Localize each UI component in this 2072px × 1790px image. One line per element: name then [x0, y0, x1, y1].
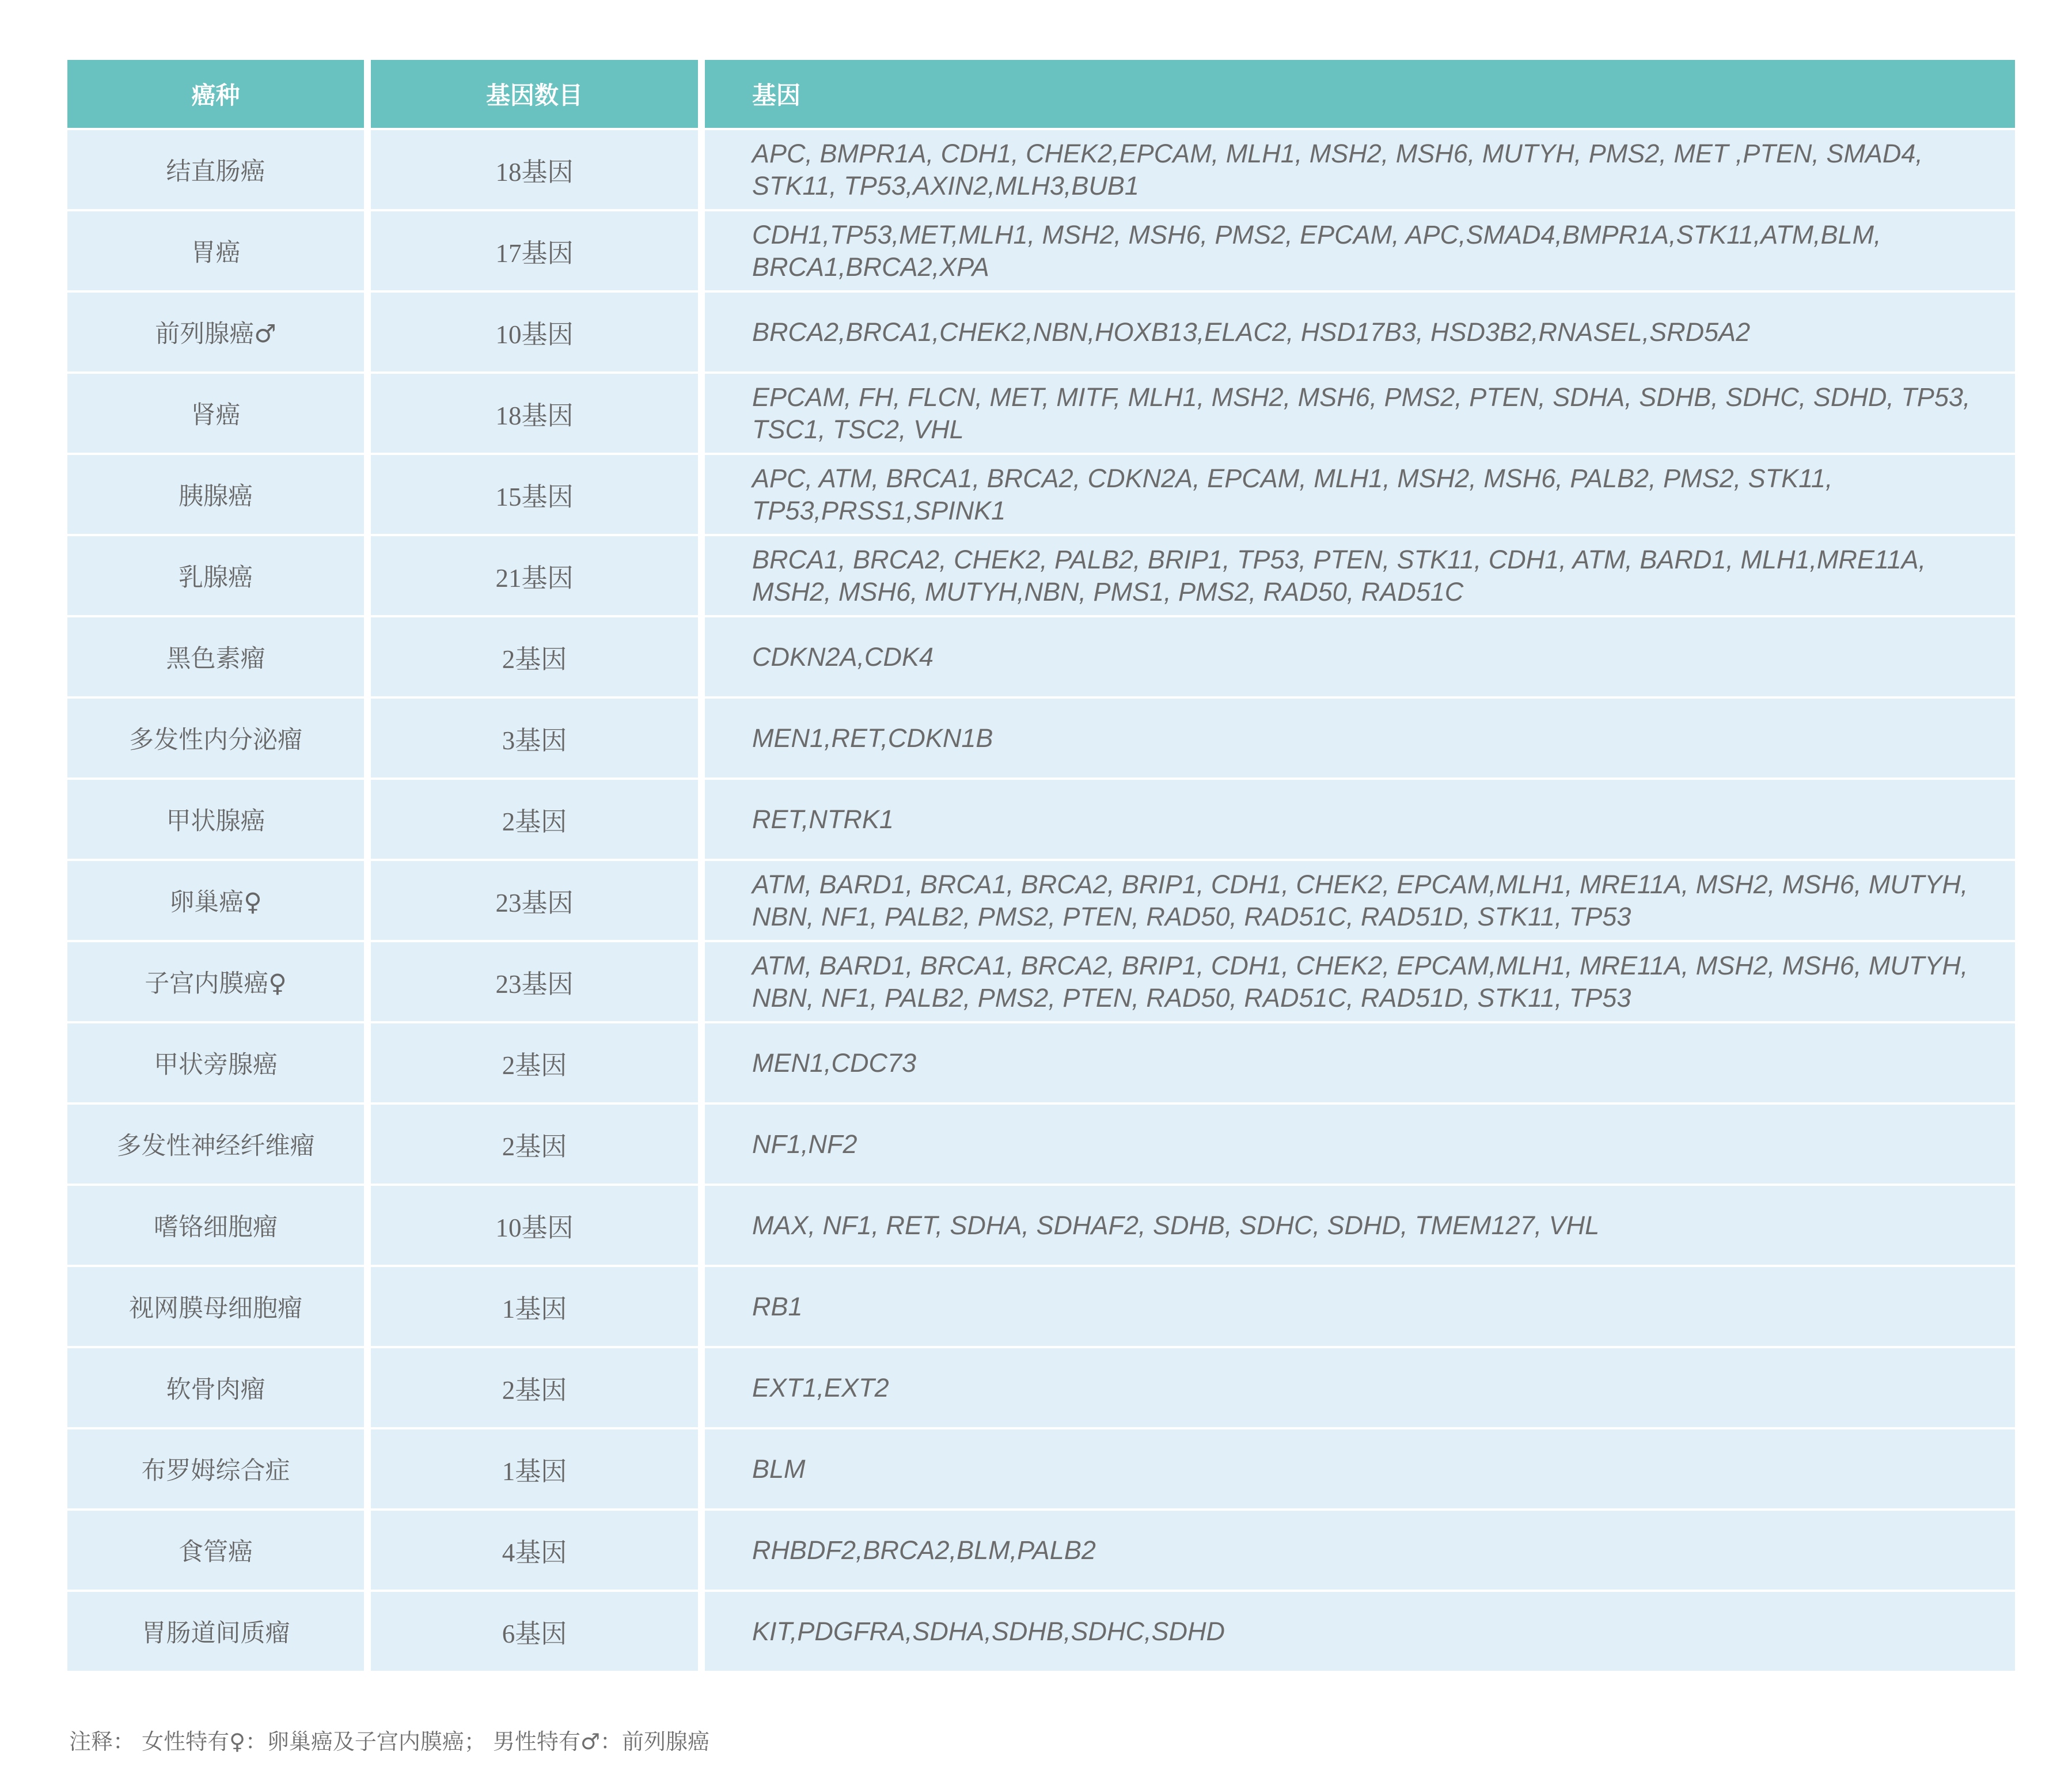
cancer-type-cell: 食管癌: [67, 1511, 364, 1590]
table-row: [67, 211, 2015, 290]
gene-list-cell: CDH1,TP53,MET,MLH1, MSH2, MSH6, PMS2, EPCAM, APC,SMAD4,BMPR1A,STK11,ATM,BLM, BRCA1,BRCA2,XPA: [705, 211, 2015, 290]
cancer-type-cell: 乳腺癌: [67, 536, 364, 615]
cancer-type-cell: 甲状旁腺癌: [67, 1023, 364, 1102]
cancer-type-cell: 子宫内膜癌♀: [67, 942, 364, 1021]
table-header-row: [67, 60, 2015, 128]
gene-count-cell: 23基因: [371, 861, 698, 940]
gene-list-cell: APC, ATM, BRCA1, BRCA2, CDKN2A, EPCAM, MLH1, MSH2, MSH6, PALB2, PMS2, STK11, TP53,PRSS1,SPINK1: [705, 455, 2015, 534]
cancer-type-cell: 黑色素瘤: [67, 617, 364, 696]
gene-list-cell: BLM: [705, 1429, 2015, 1508]
cancer-type-cell: 多发性神经纤维瘤: [67, 1105, 364, 1184]
table-row: [67, 780, 2015, 859]
table-row: [67, 699, 2015, 778]
gene-count-cell: 23基因: [371, 942, 698, 1021]
cancer-type-cell: 软骨肉瘤: [67, 1348, 364, 1427]
table-row: [67, 293, 2015, 371]
gene-count-cell: 18基因: [371, 130, 698, 209]
gene-list-cell: RHBDF2,BRCA2,BLM,PALB2: [705, 1511, 2015, 1590]
gene-list-cell: APC, BMPR1A, CDH1, CHEK2,EPCAM, MLH1, MSH2, MSH6, MUTYH, PMS2, MET ,PTEN, SMAD4, STK11, TP53,AXIN2,MLH3,BUB1: [705, 130, 2015, 209]
gene-list-cell: MEN1,RET,CDKN1B: [705, 699, 2015, 778]
gene-count-cell: 10基因: [371, 293, 698, 371]
gene-count-cell: 17基因: [371, 211, 698, 290]
table-row: [67, 861, 2015, 940]
header-gene-count: 基因数目: [371, 60, 698, 128]
table-row: [67, 1023, 2015, 1102]
cancer-type-cell: 嗜铬细胞瘤: [67, 1186, 364, 1265]
gene-list-cell: RET,NTRK1: [705, 780, 2015, 859]
table-row: [67, 1348, 2015, 1427]
table-row: [67, 1592, 2015, 1671]
gene-count-cell: 4基因: [371, 1511, 698, 1590]
cancer-type-cell: 视网膜母细胞瘤: [67, 1267, 364, 1346]
footnote: 注释： 女性特有♀：卵巢癌及子宫内膜癌； 男性特有♂：前列腺癌: [69, 1729, 710, 1754]
table-row: [67, 455, 2015, 534]
gene-table-container: [67, 60, 2015, 1673]
gene-list-cell: NF1,NF2: [705, 1105, 2015, 1184]
cancer-type-cell: 卵巢癌♀: [67, 861, 364, 940]
cancer-type-cell: 胰腺癌: [67, 455, 364, 534]
table-row: [67, 1105, 2015, 1184]
gene-count-cell: 2基因: [371, 780, 698, 859]
gene-count-cell: 2基因: [371, 1023, 698, 1102]
gene-list-cell: RB1: [705, 1267, 2015, 1346]
cancer-type-cell: 胃肠道间质瘤: [67, 1592, 364, 1671]
cancer-type-cell: 多发性内分泌瘤: [67, 699, 364, 778]
table-row: [67, 374, 2015, 453]
gene-list-cell: EXT1,EXT2: [705, 1348, 2015, 1427]
gene-count-cell: 1基因: [371, 1267, 698, 1346]
table-row: [67, 1429, 2015, 1508]
gene-list-cell: ATM, BARD1, BRCA1, BRCA2, BRIP1, CDH1, CHEK2, EPCAM,MLH1, MRE11A, MSH2, MSH6, MUTYH, NBN, NF1, PALB2, PMS2, PTEN, RAD50, RAD51C, RAD51D, STK11, TP53: [705, 861, 2015, 940]
header-cancer: 癌种: [67, 60, 364, 128]
cancer-type-cell: 结直肠癌: [67, 130, 364, 209]
gene-count-cell: 1基因: [371, 1429, 698, 1508]
table-body: [67, 130, 2015, 1671]
gene-list-cell: MAX, NF1, RET, SDHA, SDHAF2, SDHB, SDHC, SDHD, TMEM127, VHL: [705, 1186, 2015, 1265]
table-row: [67, 536, 2015, 615]
gene-list-cell: BRCA2,BRCA1,CHEK2,NBN,HOXB13,ELAC2, HSD17B3, HSD3B2,RNASEL,SRD5A2: [705, 293, 2015, 371]
table-row: [67, 1267, 2015, 1346]
cancer-type-cell: 前列腺癌♂: [67, 293, 364, 371]
gene-count-cell: 6基因: [371, 1592, 698, 1671]
gene-count-cell: 3基因: [371, 699, 698, 778]
table-row: [67, 1186, 2015, 1265]
table-row: [67, 942, 2015, 1021]
gene-count-cell: 2基因: [371, 617, 698, 696]
gene-count-cell: 10基因: [371, 1186, 698, 1265]
table-row: [67, 1511, 2015, 1590]
gene-count-cell: 21基因: [371, 536, 698, 615]
cancer-type-cell: 甲状腺癌: [67, 780, 364, 859]
cancer-type-cell: 布罗姆综合症: [67, 1429, 364, 1508]
gene-count-cell: 2基因: [371, 1105, 698, 1184]
gene-count-cell: 18基因: [371, 374, 698, 453]
gene-list-cell: BRCA1, BRCA2, CHEK2, PALB2, BRIP1, TP53, PTEN, STK11, CDH1, ATM, BARD1, MLH1,MRE11A, MSH2, MSH6, MUTYH,NBN, PMS1, PMS2, RAD50, RAD51C: [705, 536, 2015, 615]
gene-table: [60, 58, 2022, 1673]
gene-list-cell: EPCAM, FH, FLCN, MET, MITF, MLH1, MSH2, MSH6, PMS2, PTEN, SDHA, SDHB, SDHC, SDHD, TP53, TSC1, TSC2, VHL: [705, 374, 2015, 453]
cancer-type-cell: 肾癌: [67, 374, 364, 453]
gene-list-cell: MEN1,CDC73: [705, 1023, 2015, 1102]
gene-list-cell: CDKN2A,CDK4: [705, 617, 2015, 696]
gene-list-cell: KIT,PDGFRA,SDHA,SDHB,SDHC,SDHD: [705, 1592, 2015, 1671]
header-genes: 基因: [705, 60, 2015, 128]
gene-count-cell: 2基因: [371, 1348, 698, 1427]
table-row: [67, 130, 2015, 209]
gene-list-cell: ATM, BARD1, BRCA1, BRCA2, BRIP1, CDH1, CHEK2, EPCAM,MLH1, MRE11A, MSH2, MSH6, MUTYH, NBN, NF1, PALB2, PMS2, PTEN, RAD50, RAD51C, RAD51D, STK11, TP53: [705, 942, 2015, 1021]
gene-count-cell: 15基因: [371, 455, 698, 534]
cancer-type-cell: 胃癌: [67, 211, 364, 290]
table-row: [67, 617, 2015, 696]
